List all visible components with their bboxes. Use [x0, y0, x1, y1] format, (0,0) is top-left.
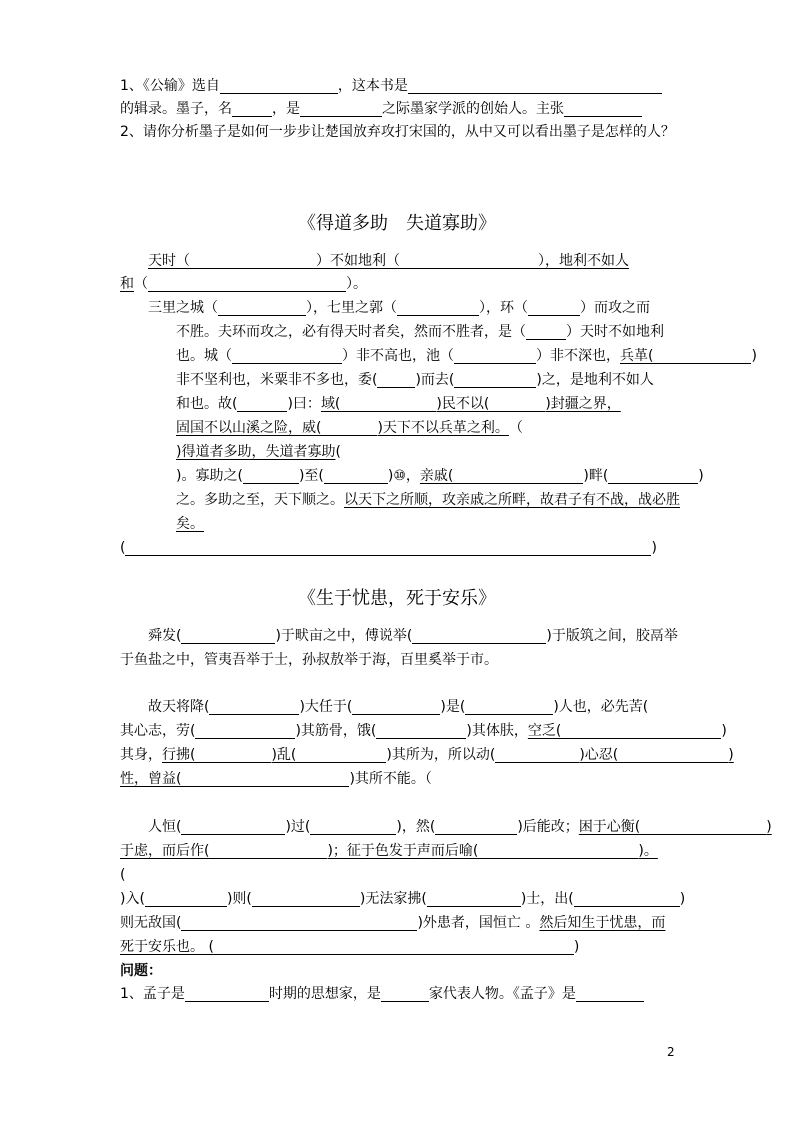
text-run: 于虑，而后作(	[120, 843, 210, 859]
page-number: 2	[667, 1045, 675, 1059]
fill-in-blank[interactable]	[209, 698, 299, 715]
text-run: 空乏(	[527, 723, 562, 739]
text-run: )封疆之界，	[545, 396, 621, 412]
fill-in-blank[interactable]	[564, 100, 642, 117]
text-run: 困于心衡(	[578, 819, 641, 835]
text-run: ）非不深也，	[536, 348, 620, 364]
text-run: )；征于色发于声而后喻(	[327, 843, 479, 859]
fill-in-blank[interactable]	[243, 467, 299, 484]
text-run: )士，出(	[520, 891, 574, 907]
text-run: )，然(	[396, 819, 436, 835]
fill-in-blank[interactable]	[232, 100, 272, 117]
text-run: )	[751, 348, 757, 364]
text-run: (	[120, 540, 126, 556]
text-run: )民不以(	[436, 396, 490, 412]
fill-in-blank[interactable]	[376, 722, 466, 739]
text-run: ）。	[346, 276, 367, 292]
fill-in-blank[interactable]	[310, 818, 396, 835]
text-run: )是(	[440, 699, 466, 715]
text-run: 之际墨家学派的创始人。主张	[382, 101, 564, 117]
text-run: 性，曾益(	[120, 771, 182, 787]
text-run: )	[728, 747, 734, 763]
text-run: )无法家拂(	[359, 891, 427, 907]
text-run: 三里之城（	[148, 300, 218, 316]
text-run: )而去(	[415, 372, 455, 388]
text-run: 2、请你分析墨子是如何一步步让楚国放弃攻打宋国的，从中又可以看出墨子是怎样的人？	[120, 124, 675, 140]
text-line	[120, 842, 658, 860]
text-line	[148, 299, 650, 317]
text-run: )	[766, 819, 772, 835]
fill-in-blank[interactable]	[454, 347, 536, 364]
text-line	[176, 395, 621, 413]
text-run: )其所为，所以动(	[386, 747, 496, 763]
text-run: )⑩，	[387, 468, 420, 484]
section-title-dedao: 《得道多助 失道寡助》	[298, 213, 496, 234]
fill-in-blank[interactable]	[181, 627, 275, 644]
text-line	[120, 722, 727, 740]
text-run: )天下不以兵革之利。	[377, 420, 509, 436]
fill-in-blank[interactable]	[195, 722, 295, 739]
fill-in-blank[interactable]	[576, 985, 644, 1002]
fill-in-blank[interactable]	[400, 252, 538, 269]
text-run: 其身，	[120, 747, 162, 763]
text-run: （	[508, 420, 523, 436]
text-line	[148, 698, 648, 716]
text-run: )其所不能。（	[349, 771, 432, 787]
text-run: 固国不以山溪之险，威(	[176, 420, 322, 436]
fill-in-blank[interactable]	[427, 890, 521, 907]
fill-in-blank[interactable]	[209, 842, 327, 859]
fill-in-blank[interactable]	[252, 890, 360, 907]
fill-in-blank[interactable]	[340, 395, 436, 412]
fill-in-blank[interactable]	[214, 938, 574, 955]
fill-in-blank[interactable]	[148, 275, 346, 292]
fill-in-blank[interactable]	[478, 842, 638, 859]
text-run: 和	[120, 276, 134, 292]
section-title-shengyu: 《生于忧患，死于安乐》	[298, 588, 496, 609]
text-line	[120, 938, 579, 956]
text-run: )后能改；	[517, 819, 579, 835]
fill-in-blank[interactable]	[181, 818, 285, 835]
text-line	[120, 890, 685, 908]
text-run: )	[573, 939, 580, 955]
text-run: 故天将降(	[148, 699, 210, 715]
fill-in-blank[interactable]	[653, 347, 751, 364]
fill-in-blank[interactable]	[618, 746, 728, 763]
text-line	[120, 962, 162, 980]
text-line	[148, 252, 629, 270]
fill-in-blank[interactable]	[296, 746, 386, 763]
text-run: )外患者，国恒亡 。	[417, 915, 540, 931]
text-run: )人也，必先苦(	[553, 699, 649, 715]
text-run: 以天下之所顺，攻亲戚之所畔，故君子有不战，战必胜	[344, 492, 680, 508]
text-run: (	[120, 867, 126, 883]
text-run: ）非不高也，池（	[342, 348, 454, 364]
text-run: 1、孟子是	[120, 986, 185, 1002]
fill-in-blank[interactable]	[408, 77, 662, 94]
text-run: 死于安乐也。 (	[120, 939, 214, 955]
text-run: 舜发(	[148, 628, 182, 644]
fill-in-blank[interactable]	[220, 77, 338, 94]
fill-in-blank[interactable]	[528, 299, 580, 316]
fill-in-blank[interactable]	[381, 985, 429, 1002]
fill-in-blank[interactable]	[181, 914, 417, 931]
fill-in-blank[interactable]	[397, 299, 479, 316]
fill-in-blank[interactable]	[181, 770, 349, 787]
text-line	[120, 770, 432, 788]
fill-in-blank[interactable]	[608, 467, 698, 484]
fill-in-blank[interactable]	[526, 323, 566, 340]
text-run: 天时（	[148, 253, 190, 269]
text-run: )	[721, 723, 727, 739]
text-line	[176, 323, 664, 341]
fill-in-blank[interactable]	[465, 698, 553, 715]
text-line	[176, 515, 204, 533]
text-run: )畔(	[583, 468, 609, 484]
text-run: 亲戚(	[419, 468, 454, 484]
text-line	[120, 985, 644, 1003]
text-line	[176, 467, 704, 485]
text-line	[176, 419, 523, 437]
text-run: 其心志，劳(	[120, 723, 196, 739]
text-line	[120, 275, 367, 293]
text-line	[148, 818, 772, 836]
text-run: 也。城（	[176, 348, 232, 364]
fill-in-blank[interactable]	[435, 818, 517, 835]
text-run: 域(	[320, 396, 341, 412]
text-line	[120, 746, 734, 764]
fill-in-blank[interactable]	[412, 627, 546, 644]
fill-in-blank[interactable]	[489, 395, 545, 412]
text-run: )得道者多助，失道者寡助	[176, 444, 336, 460]
text-run: )则(	[226, 891, 252, 907]
text-run: 行拂(	[162, 747, 196, 763]
text-run: 1、《公输》选自	[120, 78, 220, 94]
text-line	[148, 627, 678, 645]
text-run: 非不坚利也，米粟非不多也，委(	[176, 372, 378, 388]
text-line	[176, 371, 654, 389]
text-run: )	[698, 468, 704, 484]
fill-in-blank[interactable]	[145, 890, 227, 907]
text-line	[120, 539, 657, 557]
text-line	[120, 100, 642, 118]
text-run: )于版筑之间，胶鬲举	[546, 628, 678, 644]
text-run: 人恒(	[148, 819, 182, 835]
text-run: )于畎亩之中，傅说举(	[275, 628, 413, 644]
text-run: )	[651, 540, 657, 556]
fill-in-blank[interactable]	[324, 467, 388, 484]
text-run: )大任于(	[299, 699, 353, 715]
text-run: ）不如地利（	[316, 253, 400, 269]
fill-in-blank[interactable]	[218, 299, 306, 316]
text-run: )之，是地利不如人	[536, 372, 654, 388]
text-run: ）而攻之而	[580, 300, 650, 316]
text-run: )心忍(	[579, 747, 619, 763]
text-run: )。寡助之(	[176, 468, 243, 484]
fill-in-blank[interactable]	[125, 539, 651, 556]
text-run: 于鱼盐之中，管夷吾举于士，孙叔敖举于海，百里奚举于市。	[120, 652, 498, 668]
text-run: ，这本书是	[337, 78, 408, 94]
text-run: (	[335, 444, 341, 460]
text-run: 不胜。夫环而攻之，必有得天时者矣，然而不胜者，是（	[176, 324, 526, 340]
text-run: )过(	[285, 819, 311, 835]
fill-in-blank[interactable]	[321, 419, 377, 436]
text-run: )。	[638, 843, 658, 859]
text-run: 则无敌国(	[120, 915, 182, 931]
text-run: 和也。故(	[176, 396, 238, 412]
text-run: )其体肤，	[466, 723, 528, 739]
text-run: 然后知生于忧患，而	[539, 915, 666, 931]
text-line	[120, 77, 662, 95]
fill-in-blank[interactable]	[640, 818, 766, 835]
text-line	[120, 914, 665, 932]
text-line	[120, 651, 498, 669]
text-run: )入(	[120, 891, 145, 907]
text-run: ），地利不如人	[538, 253, 629, 269]
text-line	[120, 123, 675, 141]
fill-in-blank[interactable]	[454, 371, 536, 388]
text-run: )曰：	[287, 396, 321, 412]
fill-in-blank[interactable]	[190, 252, 316, 269]
fill-in-blank[interactable]	[232, 347, 342, 364]
text-line	[176, 443, 341, 461]
text-run: 矣。	[176, 516, 204, 532]
text-line	[120, 866, 125, 884]
text-run: )其筋骨，饿(	[295, 723, 377, 739]
text-run: )	[679, 891, 686, 907]
text-run: ，是	[272, 101, 300, 117]
text-run: 之。多助之至，天下顺之。	[176, 492, 344, 508]
text-run: 问题：	[120, 963, 162, 979]
fill-in-blank[interactable]	[300, 100, 382, 117]
text-line	[176, 347, 757, 365]
fill-in-blank[interactable]	[185, 985, 269, 1002]
fill-in-blank[interactable]	[195, 746, 271, 763]
fill-in-blank[interactable]	[377, 371, 415, 388]
text-run: 兵革(	[620, 348, 654, 364]
text-run: ）天时不如地利	[566, 324, 664, 340]
fill-in-blank[interactable]	[561, 722, 721, 739]
fill-in-blank[interactable]	[495, 746, 579, 763]
fill-in-blank[interactable]	[237, 395, 287, 412]
fill-in-blank[interactable]	[574, 890, 680, 907]
text-run: ），环（	[479, 300, 528, 316]
text-run: ），七里之郭（	[306, 300, 397, 316]
text-run: )至(	[298, 468, 324, 484]
text-run: 的辑录。墨子，名	[120, 101, 232, 117]
text-run: 家代表人物。《孟子》是	[428, 986, 576, 1002]
text-run: 时期的思想家，是	[268, 986, 381, 1002]
text-run: )乱(	[271, 747, 297, 763]
fill-in-blank[interactable]	[352, 698, 440, 715]
text-line	[176, 491, 680, 509]
fill-in-blank[interactable]	[453, 467, 583, 484]
text-run: （	[134, 276, 148, 292]
